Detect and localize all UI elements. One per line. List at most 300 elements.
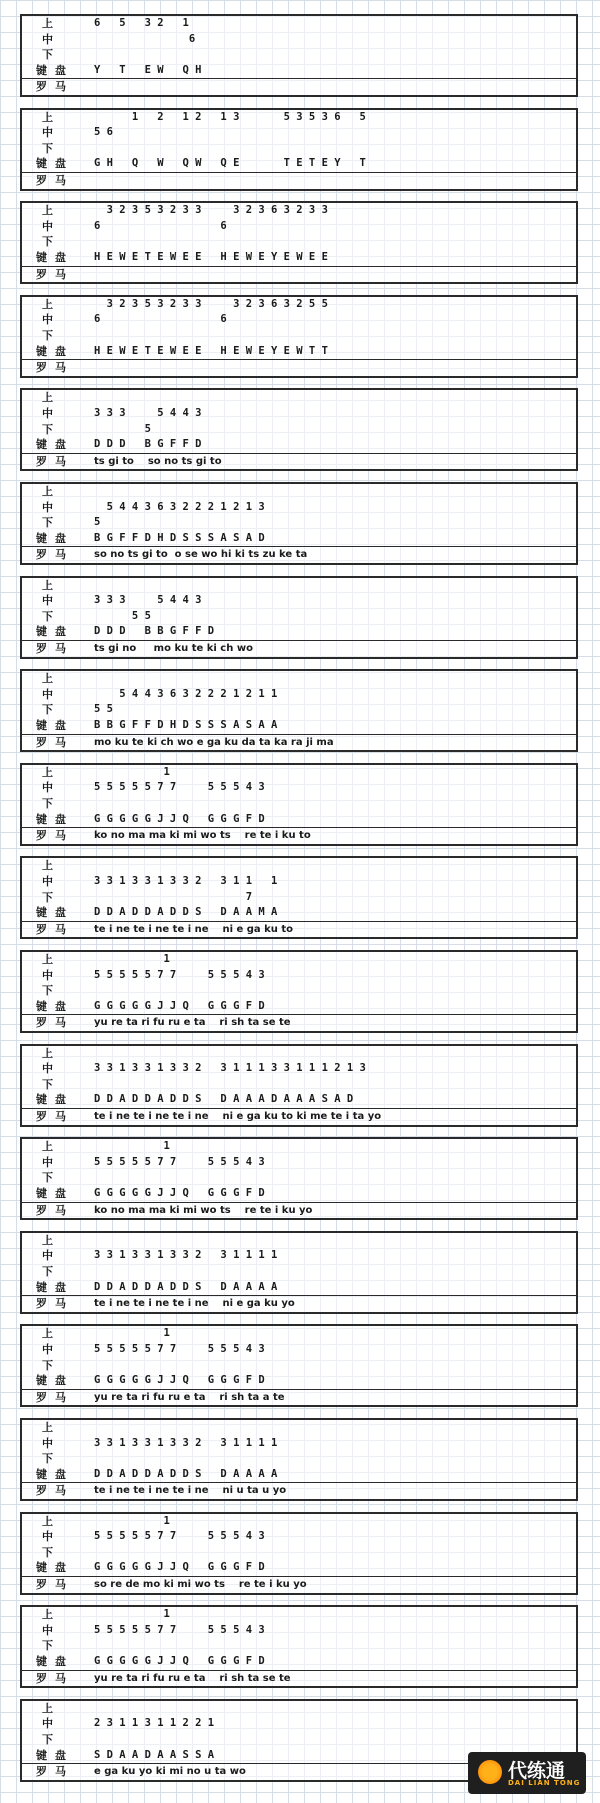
notation-block — [20, 856, 578, 939]
middle-row — [22, 125, 576, 141]
lower-row — [22, 609, 576, 625]
middle-label: 中 — [42, 594, 53, 608]
upper-row — [22, 1420, 576, 1436]
middle-row — [22, 1529, 576, 1545]
keyboard-label-char: 盘 — [55, 438, 66, 452]
middle-notes: 5 5 5 5 5 7 7 5 5 5 4 3 — [94, 1155, 265, 1168]
upper-notes: 1 — [94, 1327, 170, 1340]
lower-label: 下 — [42, 890, 53, 904]
keyboard-label-char: 键 — [36, 1374, 47, 1388]
lower-row — [22, 1545, 576, 1561]
romaji-row — [22, 1670, 576, 1689]
keyboard-row — [22, 812, 576, 828]
upper-label: 上 — [42, 1046, 53, 1060]
keyboard-notes: B G F F D H D S S S A S A D — [94, 531, 265, 544]
keyboard-label — [36, 344, 74, 360]
middle-label: 中 — [42, 781, 53, 795]
upper-row — [22, 1326, 576, 1342]
keyboard-label-char: 键 — [36, 1280, 47, 1294]
middle-label: 中 — [42, 406, 53, 420]
romaji-label-char: 罗 — [36, 1109, 47, 1123]
keyboard-row — [22, 1280, 576, 1296]
romaji-label — [36, 828, 74, 844]
romaji-notes: so re de mo ki mi wo ts re te i ku yo — [94, 1578, 307, 1590]
romaji-label — [36, 360, 74, 376]
lower-notes: 5 — [94, 422, 151, 435]
middle-notes: 5 5 5 5 5 7 7 5 5 5 4 3 — [94, 1342, 265, 1355]
romaji-row — [22, 266, 576, 285]
middle-notes: 5 6 — [94, 126, 113, 139]
lower-row — [22, 1264, 576, 1280]
romaji-label-char: 罗 — [36, 735, 47, 749]
keyboard-notes: D D D B B G F F D — [94, 625, 215, 638]
upper-row — [22, 203, 576, 219]
keyboard-label-char: 盘 — [55, 906, 66, 920]
keyboard-label-char: 键 — [36, 1186, 47, 1200]
upper-label: 上 — [42, 765, 53, 779]
middle-row — [22, 780, 576, 796]
lower-row — [22, 702, 576, 718]
notation-block — [20, 669, 578, 752]
middle-label: 中 — [42, 1062, 53, 1076]
upper-label: 上 — [42, 391, 53, 405]
keyboard-label-char: 键 — [36, 1467, 47, 1481]
romaji-label-char: 马 — [55, 173, 66, 187]
keyboard-label — [36, 63, 74, 79]
keyboard-notes: D D A D D A D D S D A A A D A A A S A D — [94, 1093, 354, 1106]
romaji-label-char: 马 — [55, 267, 66, 281]
middle-label: 中 — [42, 500, 53, 514]
romaji-row — [22, 172, 576, 191]
upper-notes: 3 2 3 5 3 2 3 3 3 2 3 6 3 2 3 3 — [94, 204, 328, 217]
keyboard-label — [36, 250, 74, 266]
keyboard-notes: G G G G G J J Q G G G F D — [94, 999, 265, 1012]
middle-notes: 5 4 4 3 6 3 2 2 2 1 2 1 1 — [94, 687, 278, 700]
romaji-row — [22, 827, 576, 846]
upper-notes: 3 2 3 5 3 2 3 3 3 2 3 6 3 2 5 5 — [94, 297, 328, 310]
romaji-label-char: 罗 — [36, 1765, 47, 1779]
notation-block — [20, 576, 578, 659]
lower-label: 下 — [42, 422, 53, 436]
keyboard-label-char: 键 — [36, 999, 47, 1013]
upper-label: 上 — [42, 204, 53, 218]
romaji-label — [36, 267, 74, 283]
keyboard-label-char: 盘 — [55, 1654, 66, 1668]
middle-label: 中 — [42, 874, 53, 888]
romaji-notes: ko no ma ma ki mi wo ts re te i ku to — [94, 830, 311, 842]
middle-label: 中 — [42, 1249, 53, 1263]
keyboard-label — [36, 1467, 74, 1483]
notation-block — [20, 1231, 578, 1314]
upper-row — [22, 1514, 576, 1530]
upper-row — [22, 1701, 576, 1717]
upper-row — [22, 1046, 576, 1062]
keyboard-notes: H E W E T E W E E H E W E Y E W T T — [94, 344, 328, 357]
lower-row — [22, 515, 576, 531]
middle-label: 中 — [42, 1155, 53, 1169]
keyboard-notes: D D A D D A D D S D A A A A — [94, 1467, 278, 1480]
keyboard-label-char: 键 — [36, 438, 47, 452]
lower-row — [22, 234, 576, 250]
keyboard-label-char: 键 — [36, 906, 47, 920]
romaji-notes: ts gi to so no ts gi to — [94, 455, 222, 467]
upper-label: 上 — [42, 859, 53, 873]
middle-label: 中 — [42, 968, 53, 982]
romaji-label-char: 马 — [55, 1390, 66, 1404]
keyboard-label-char: 键 — [36, 1093, 47, 1107]
upper-row — [22, 671, 576, 687]
romaji-label — [36, 922, 74, 938]
lower-row — [22, 141, 576, 157]
lower-label: 下 — [42, 1171, 53, 1185]
keyboard-label-char: 盘 — [55, 1186, 66, 1200]
middle-row — [22, 312, 576, 328]
romaji-label-char: 马 — [55, 1016, 66, 1030]
notation-block — [20, 1605, 578, 1688]
lower-label: 下 — [42, 328, 53, 342]
romaji-label-char: 罗 — [36, 1203, 47, 1217]
keyboard-label-char: 盘 — [55, 812, 66, 826]
romaji-row — [22, 1389, 576, 1408]
romaji-label-char: 马 — [55, 361, 66, 375]
keyboard-notes: D D D B G F F D — [94, 438, 202, 451]
romaji-label-char: 罗 — [36, 1671, 47, 1685]
keyboard-label-char: 盘 — [55, 999, 66, 1013]
romaji-label-char: 马 — [55, 1297, 66, 1311]
middle-notes: 3 3 1 3 3 1 3 3 2 3 1 1 1 3 3 1 1 1 2 1 3 — [94, 1062, 366, 1075]
keyboard-row — [22, 624, 576, 640]
lower-notes: 7 — [94, 890, 253, 903]
romaji-label — [36, 454, 74, 470]
keyboard-notes: G G G G G J J Q G G G F D — [94, 1374, 265, 1387]
keyboard-label — [36, 1092, 74, 1108]
middle-row — [22, 1248, 576, 1264]
keyboard-label-char: 键 — [36, 718, 47, 732]
romaji-label-char: 马 — [55, 829, 66, 843]
keyboard-label-char: 盘 — [55, 718, 66, 732]
upper-row — [22, 765, 576, 781]
lower-row — [22, 890, 576, 906]
keyboard-label-char: 键 — [36, 1561, 47, 1575]
keyboard-label-char: 盘 — [55, 1748, 66, 1762]
middle-label: 中 — [42, 687, 53, 701]
middle-notes: 3 3 3 5 4 4 3 — [94, 594, 202, 607]
lower-row — [22, 1732, 576, 1748]
romaji-label-char: 罗 — [36, 1577, 47, 1591]
upper-row — [22, 578, 576, 594]
keyboard-label-char: 盘 — [55, 157, 66, 171]
middle-notes: 3 3 1 3 3 1 3 3 2 3 1 1 1 1 — [94, 1436, 278, 1449]
romaji-label-char: 罗 — [36, 1016, 47, 1030]
lower-notes: 5 5 — [94, 703, 113, 716]
middle-notes: 6 6 — [94, 313, 227, 326]
notation-block — [20, 14, 578, 97]
lower-row — [22, 1077, 576, 1093]
lower-label: 下 — [42, 1545, 53, 1559]
keyboard-row — [22, 250, 576, 266]
romaji-label-char: 罗 — [36, 361, 47, 375]
keyboard-row — [22, 344, 576, 360]
middle-notes: 5 5 5 5 5 7 7 5 5 5 4 3 — [94, 1530, 265, 1543]
keyboard-row — [22, 531, 576, 547]
romaji-label — [36, 1296, 74, 1312]
romaji-label-char: 罗 — [36, 548, 47, 562]
notation-block — [20, 1324, 578, 1407]
notation-block — [20, 950, 578, 1033]
romaji-label-char: 马 — [55, 735, 66, 749]
middle-row — [22, 1436, 576, 1452]
lower-label: 下 — [42, 1639, 53, 1653]
keyboard-label-char: 盘 — [55, 63, 66, 77]
lower-label: 下 — [42, 1077, 53, 1091]
romaji-row — [22, 921, 576, 940]
notation-block — [20, 1512, 578, 1595]
romaji-row — [22, 359, 576, 378]
upper-label: 上 — [42, 1327, 53, 1341]
keyboard-label-char: 盘 — [55, 1093, 66, 1107]
romaji-row — [22, 78, 576, 97]
keyboard-label-char: 盘 — [55, 625, 66, 639]
keyboard-label-char: 键 — [36, 531, 47, 545]
watermark-brand: 代练通 — [508, 1760, 566, 1782]
romaji-label-char: 马 — [55, 1671, 66, 1685]
middle-row — [22, 874, 576, 890]
keyboard-label — [36, 624, 74, 640]
romaji-label-char: 罗 — [36, 922, 47, 936]
upper-row — [22, 1233, 576, 1249]
keyboard-label-char: 键 — [36, 1748, 47, 1762]
notation-block — [20, 201, 578, 284]
romaji-label — [36, 1390, 74, 1406]
romaji-notes: ko no ma ma ki mi wo ts re te i ku yo — [94, 1204, 313, 1216]
romaji-row — [22, 734, 576, 753]
romaji-notes: yu re ta ri fu ru e ta ri sh ta a te — [94, 1391, 285, 1403]
keyboard-row — [22, 1092, 576, 1108]
notation-block — [20, 1044, 578, 1127]
lower-row — [22, 47, 576, 63]
upper-label: 上 — [42, 17, 53, 30]
romaji-label-char: 马 — [55, 548, 66, 562]
romaji-label-char: 罗 — [36, 267, 47, 281]
lower-label: 下 — [42, 984, 53, 998]
keyboard-row — [22, 437, 576, 453]
romaji-row — [22, 546, 576, 565]
middle-row — [22, 1342, 576, 1358]
keyboard-row — [22, 1467, 576, 1483]
romaji-label — [36, 735, 74, 751]
upper-row — [22, 952, 576, 968]
keyboard-notes: G H Q W Q W Q E T E T E Y T — [94, 157, 366, 170]
lower-notes: 5 5 — [94, 609, 151, 622]
middle-row — [22, 593, 576, 609]
middle-notes: 5 4 4 3 6 3 2 2 2 1 2 1 3 — [94, 500, 265, 513]
keyboard-notes: G G G G G J J Q G G G F D — [94, 812, 265, 825]
keyboard-notes: B B G F F D H D S S S A S A A — [94, 718, 278, 731]
lower-row — [22, 328, 576, 344]
romaji-label — [36, 1483, 74, 1499]
middle-row — [22, 500, 576, 516]
middle-notes: 5 5 5 5 5 7 7 5 5 5 4 3 — [94, 968, 265, 981]
watermark-sub: DAI LIAN TONG — [508, 1779, 581, 1787]
keyboard-notes: H E W E T E W E E H E W E Y E W E E — [94, 250, 328, 263]
upper-row — [22, 110, 576, 126]
romaji-label-char: 马 — [55, 454, 66, 468]
upper-label: 上 — [42, 1608, 53, 1622]
lower-row — [22, 1170, 576, 1186]
upper-label: 上 — [42, 297, 53, 311]
upper-label: 上 — [42, 1701, 53, 1715]
romaji-notes: so no ts gi to o se wo hi ki ts zu ke ta — [94, 549, 308, 561]
middle-label: 中 — [42, 1530, 53, 1544]
upper-row — [22, 1607, 576, 1623]
keyboard-label — [36, 1654, 74, 1670]
keyboard-row — [22, 1654, 576, 1670]
romaji-label-char: 马 — [55, 1577, 66, 1591]
middle-notes: 3 3 1 3 3 1 3 3 2 3 1 1 1 — [94, 874, 278, 887]
middle-label: 中 — [42, 313, 53, 327]
middle-row — [22, 32, 576, 48]
keyboard-label-char: 盘 — [55, 1280, 66, 1294]
lower-label: 下 — [42, 796, 53, 810]
romaji-row — [22, 1202, 576, 1221]
romaji-label-char: 罗 — [36, 80, 47, 94]
romaji-label — [36, 1577, 74, 1593]
romaji-notes: te i ne te i ne te i ne ni u ta u yo — [94, 1485, 287, 1497]
keyboard-notes: D D A D D A D D S D A A M A — [94, 906, 278, 919]
upper-row — [22, 484, 576, 500]
keyboard-label-char: 盘 — [55, 531, 66, 545]
keyboard-label-char: 键 — [36, 250, 47, 264]
middle-label: 中 — [42, 32, 53, 46]
middle-notes: 2 3 1 1 3 1 1 2 2 1 — [94, 1717, 215, 1730]
upper-notes: 6 5 3 2 1 — [94, 17, 189, 29]
middle-label: 中 — [42, 1342, 53, 1356]
romaji-label — [36, 1671, 74, 1687]
middle-label: 中 — [42, 1436, 53, 1450]
lower-label: 下 — [42, 141, 53, 155]
keyboard-label-char: 键 — [36, 63, 47, 77]
upper-label: 上 — [42, 1233, 53, 1247]
lower-row — [22, 1638, 576, 1654]
keyboard-label — [36, 531, 74, 547]
romaji-notes: te i ne te i ne te i ne ni e ga ku yo — [94, 1298, 295, 1310]
romaji-row — [22, 453, 576, 472]
romaji-label — [36, 547, 74, 563]
lower-notes: 5 — [94, 516, 101, 529]
keyboard-label — [36, 437, 74, 453]
romaji-label-char: 罗 — [36, 454, 47, 468]
keyboard-label — [36, 1373, 74, 1389]
keyboard-label-char: 键 — [36, 1654, 47, 1668]
middle-row — [22, 1061, 576, 1077]
keyboard-label-char: 键 — [36, 157, 47, 171]
romaji-row — [22, 1576, 576, 1595]
romaji-label-char: 罗 — [36, 173, 47, 187]
keyboard-notes: Y T E W Q H — [94, 63, 202, 76]
notation-block — [20, 388, 578, 471]
keyboard-notes: G G G G G J J Q G G G F D — [94, 1186, 265, 1199]
lower-label: 下 — [42, 1358, 53, 1372]
upper-notes: 1 — [94, 1608, 170, 1621]
keyboard-notes: G G G G G J J Q G G G F D — [94, 1561, 265, 1574]
notation-block — [20, 108, 578, 191]
middle-row — [22, 1716, 576, 1732]
notation-block — [20, 1137, 578, 1220]
notation-block — [20, 482, 578, 565]
romaji-row — [22, 1014, 576, 1033]
romaji-label-char: 马 — [55, 1765, 66, 1779]
romaji-label-char: 马 — [55, 922, 66, 936]
upper-row — [22, 1139, 576, 1155]
keyboard-notes: D D A D D A D D S D A A A A — [94, 1280, 278, 1293]
upper-notes: 1 — [94, 953, 170, 965]
keyboard-notes: S D A A D A A S S A — [94, 1748, 215, 1761]
romaji-row — [22, 1482, 576, 1501]
keyboard-row — [22, 1186, 576, 1202]
keyboard-label-char: 盘 — [55, 1561, 66, 1575]
lower-label: 下 — [42, 1732, 53, 1746]
romaji-notes: yu re ta ri fu ru e ta ri sh ta se te — [94, 1672, 291, 1684]
upper-notes: 1 — [94, 1514, 170, 1527]
middle-label: 中 — [42, 1623, 53, 1637]
upper-notes: 1 — [94, 1140, 170, 1153]
romaji-label-char: 马 — [55, 641, 66, 655]
romaji-notes: mo ku te ki ch wo e ga ku da ta ka ra ji ma — [94, 736, 334, 748]
middle-row — [22, 968, 576, 984]
upper-notes: 1 2 1 2 1 3 5 3 5 3 6 5 — [94, 110, 366, 123]
middle-row — [22, 1155, 576, 1171]
upper-label: 上 — [42, 1421, 53, 1434]
keyboard-label — [36, 718, 74, 734]
lower-row — [22, 1358, 576, 1374]
keyboard-label — [36, 999, 74, 1015]
notation-block — [20, 1418, 578, 1501]
middle-label: 中 — [42, 1717, 53, 1731]
middle-notes: 5 5 5 5 5 7 7 5 5 5 4 3 — [94, 781, 265, 794]
upper-label: 上 — [42, 485, 53, 498]
romaji-label — [36, 79, 74, 95]
lower-label: 下 — [42, 609, 53, 623]
notation-block — [20, 763, 578, 846]
lower-label: 下 — [42, 1264, 53, 1278]
romaji-notes: te i ne te i ne te i ne ni e ga ku to — [94, 923, 294, 935]
upper-row — [22, 390, 576, 406]
keyboard-label — [36, 905, 74, 921]
middle-row — [22, 219, 576, 235]
romaji-row — [22, 640, 576, 659]
keyboard-label-char: 盘 — [55, 344, 66, 358]
upper-label: 上 — [42, 110, 53, 124]
lower-row — [22, 1451, 576, 1467]
middle-notes: 5 5 5 5 5 7 7 5 5 5 4 3 — [94, 1623, 265, 1636]
middle-row — [22, 406, 576, 422]
keyboard-label-char: 盘 — [55, 1467, 66, 1481]
upper-label: 上 — [42, 578, 53, 592]
keyboard-label — [36, 812, 74, 828]
keyboard-row — [22, 905, 576, 921]
keyboard-row — [22, 999, 576, 1015]
romaji-row — [22, 1108, 576, 1127]
keyboard-row — [22, 1373, 576, 1389]
romaji-row — [22, 1295, 576, 1314]
keyboard-label-char: 盘 — [55, 1374, 66, 1388]
keyboard-label — [36, 1560, 74, 1576]
upper-row — [22, 858, 576, 874]
upper-label: 上 — [42, 1514, 53, 1528]
lower-row — [22, 983, 576, 999]
middle-row — [22, 1623, 576, 1639]
romaji-label — [36, 173, 74, 189]
